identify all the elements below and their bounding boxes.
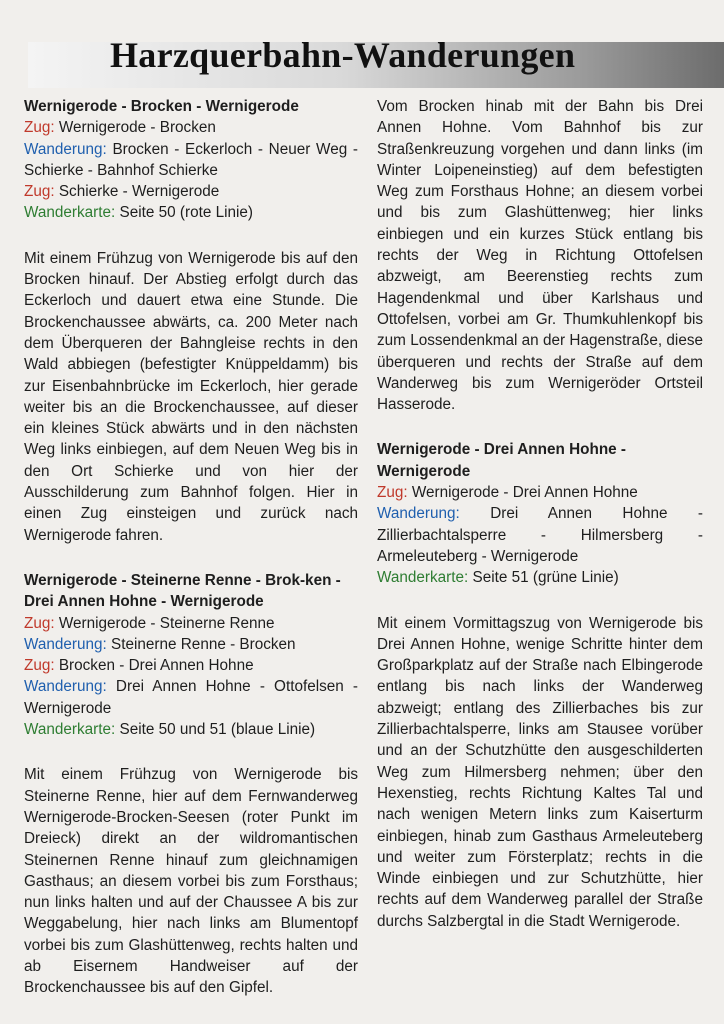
wanderung-value: Drei Annen Hohne - Ottofelsen - Wernigerode bbox=[24, 678, 358, 717]
tour-1-zug-2 bbox=[24, 181, 358, 202]
zug-value: Schierke - Wernigerode bbox=[58, 183, 220, 201]
page-title: Harzquerbahn-Wanderungen bbox=[110, 35, 576, 75]
wanderung-value: Steinerne Renne - Brocken bbox=[111, 635, 296, 653]
wanderkarte-value: Seite 50 und 51 (blaue Linie) bbox=[119, 721, 316, 739]
tour-3-description: Mit einem Vormittagszug von Wernigerode bis Drei Annen Hohne, wenige Schritte hinter dem Großparkplatz auf der Straße nach Elbingerode entlang bis nach links der Wanderweg abzweigt; entlang des Zillierbaches bis zur Zillierbachtalsperre, links am Stausee vorüber und an der Schutzhütte den ausgeschilderten Weg zum Hilmersberg nehmen; über den Hexenstieg, rechts Richtung Kaltes Tal und nach wenigen Metern links zum Kaiserturm einbiegen, hinab zum Gasthaus Armeleuteberg und weiter zum Försterplatz; rechts in die Winde einbiegen und zur Schutzhütte, hier rechts auf dem Wanderweg parallel der Straße durchs Salzbergtal in die Stadt Wernigerode. bbox=[377, 614, 703, 930]
tour-3-heading: Wernigerode - Drei Annen Hohne - Wernigerode bbox=[377, 441, 627, 480]
wanderung-label: Wanderung: bbox=[24, 635, 107, 653]
right-column bbox=[377, 96, 703, 932]
tour-2-description-continued: Vom Brocken hinab mit der Bahn bis Drei Annen Hohne. Vom Bahnhof bis zur Straßenkreuzung vorgehen und dann links (im Winter Loipeneinstieg) auf dem befestigten Weg zum Forsthaus Hohne; an diesem vorbei und bis zum Glashüttenweg; hier links einbiegen und ein kurzes Stück entlang bis rechts der Weg in Richtung Ottofelsen abzweigt, am Beerenstieg rechts zum Hagendenkmal und über Karlshaus und Ottofelsen, vorbei am Gr. Thumkuhlenkopf bis zum Lossendenkmal an der Hagenstraße, diese überqueren und rechts der Straße auf dem Wanderweg bis zum Wernigeröder Ortsteil Hasserode. bbox=[377, 98, 703, 414]
tour-3-zug bbox=[377, 482, 703, 503]
zug-value: Wernigerode - Brocken bbox=[58, 119, 216, 137]
tour-3-wanderkarte bbox=[377, 567, 703, 588]
tour-2-zug-2 bbox=[24, 655, 358, 676]
zug-value: Wernigerode - Steinerne Renne bbox=[58, 614, 275, 632]
wanderkarte-label: Wanderkarte: bbox=[377, 569, 469, 587]
tour-2-zug-1 bbox=[24, 613, 358, 634]
zug-label: Zug: bbox=[24, 614, 55, 632]
wanderung-value: Drei Annen Hohne - Zillierbachtalsperre - Hilmersberg - Armeleuteberg - Wernigerode bbox=[377, 505, 704, 565]
wanderung-label: Wanderung: bbox=[24, 140, 107, 158]
zug-label: Zug: bbox=[24, 183, 55, 201]
zug-label: Zug: bbox=[377, 484, 408, 502]
zug-value: Wernigerode - Drei Annen Hohne bbox=[411, 484, 638, 502]
tour-3-wanderung bbox=[377, 503, 703, 567]
tour-2-wanderkarte bbox=[24, 719, 358, 740]
tour-2-wanderung-1 bbox=[24, 634, 358, 655]
tour-1-heading: Wernigerode - Brocken - Wernigerode bbox=[24, 98, 299, 115]
zug-label: Zug: bbox=[24, 657, 55, 675]
wanderkarte-value: Seite 50 (rote Linie) bbox=[119, 204, 254, 222]
wanderkarte-value: Seite 51 (grüne Linie) bbox=[472, 569, 619, 587]
wanderung-value: Brocken - Eckerloch - Neuer Weg - Schierke - Bahnhof Schierke bbox=[24, 140, 358, 179]
wanderkarte-label: Wanderkarte: bbox=[24, 204, 116, 222]
wanderung-label: Wanderung: bbox=[377, 505, 460, 523]
zug-label: Zug: bbox=[24, 119, 55, 137]
tour-2-heading: Wernigerode - Steinerne Renne - Brok-ken - Drei Annen Hohne - Wernigerode bbox=[24, 571, 341, 611]
wanderung-label: Wanderung: bbox=[24, 678, 107, 696]
tour-1-wanderung bbox=[24, 139, 358, 182]
tour-1-description: Mit einem Frühzug von Wernigerode bis auf den Brocken hinauf. Der Abstieg erfolgt durch das Eckerloch und dauert etwa eine Stunde. Die Brockenchaussee abwärts, ca. 200 Meter nach dem Überqueren der Bahngleise rechts in den Wald abbiegen (befestigter Knüppeldamm) bis zur Eisenbahnbrücke im Eckerloch, hier gerade weiter bis an die Brockenchaussee, auf dieser ein kleines Stück abwärts und in den nächsten Weg links einbiegen, auf dem Neuen Weg bis in den Ort Schierke und von hier der Ausschilderung zum Bahnhof folgen. Hier in einen Zug einsteigen und zurück nach Wernigerode fahren. bbox=[24, 249, 358, 544]
tour-1-wanderkarte bbox=[24, 202, 358, 223]
left-column bbox=[24, 96, 358, 999]
tour-2-description: Mit einem Frühzug von Wernigerode bis Steinerne Renne, hier auf dem Fernwanderweg Wernigerode-Brocken-Seesen (roter Punkt im Dreieck) direkt an der wildromantischen Steinernen Renne hinauf zum gleichnamigen Gasthaus; an diesem vorbei bis zum Forsthaus; nun links halten und auf der Chaussee A bis zur Weggabelung, hier nach links am Blumentopf vorbei bis zum Glashüttenweg, rechts halten und ab Eisernem Handweiser auf der Brockenchaussee bis auf den Gipfel. bbox=[24, 766, 358, 997]
zug-value: Brocken - Drei Annen Hohne bbox=[58, 657, 254, 675]
tour-2-wanderung-2 bbox=[24, 676, 358, 719]
wanderkarte-label: Wanderkarte: bbox=[24, 721, 116, 739]
tour-1-zug-1 bbox=[24, 117, 358, 138]
